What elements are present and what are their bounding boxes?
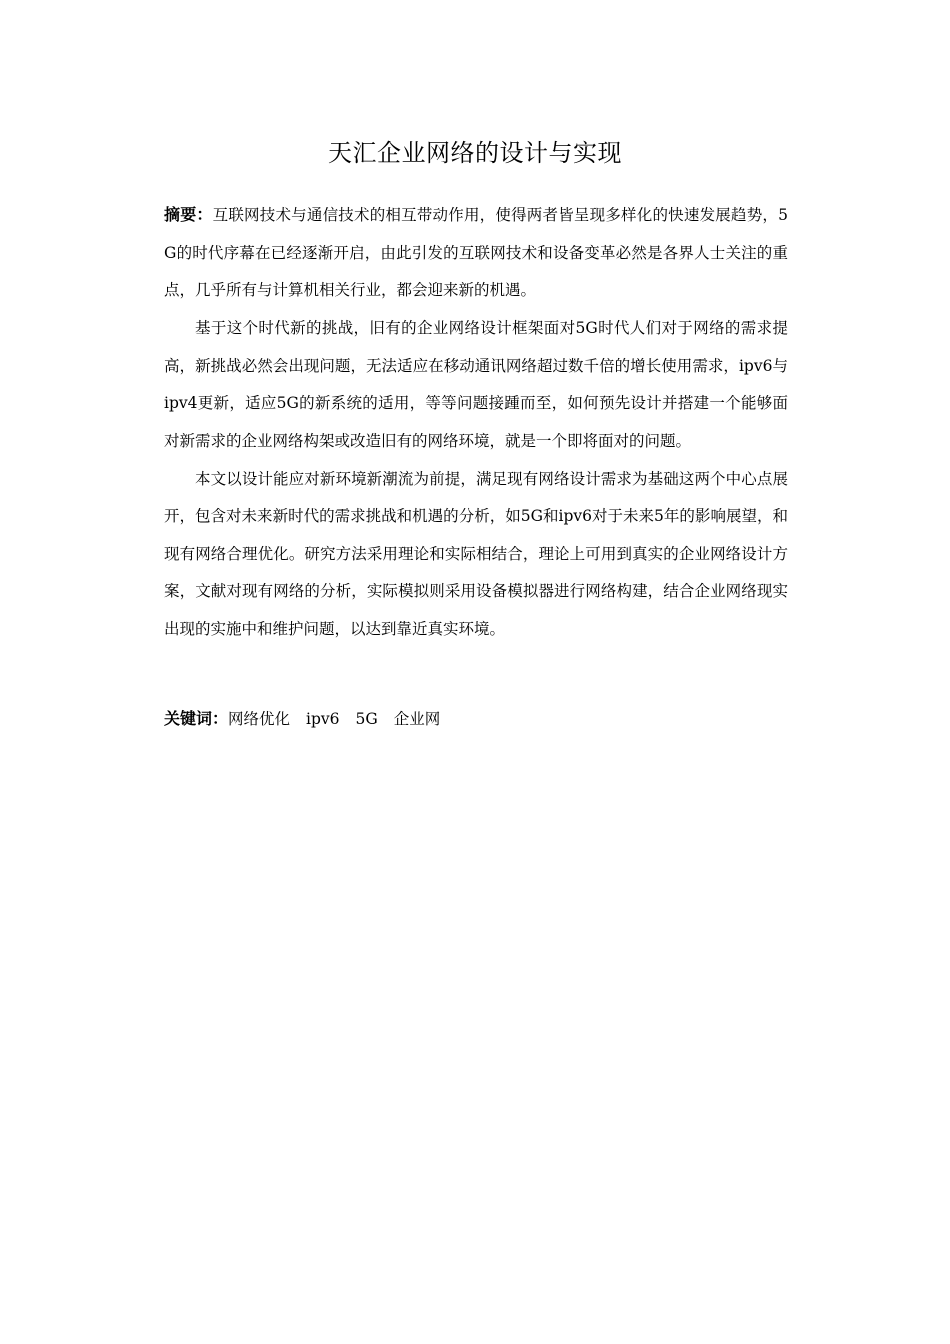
body-paragraph: 基于这个时代新的挑战，旧有的企业网络设计框架面对5G时代人们对于网络的需求提高，新挑战必然会出现问题，无法适应在移动通讯网络超过数千倍的增长使用需求，ipv6与ipv4更新，适应5G的新系统的适用，等等问题接踵而至，如何预先设计并搭建一个能够面对新需求的企业网络构架或改造旧有的网络环境，就是一个即将面对的问题。 [164, 319, 788, 450]
abstract-text: 互联网技术与通信技术的相互带动作用，使得两者皆呈现多样化的快速发展趋势，5G的时代序幕在已经逐渐开启，由此引发的互联网技术和设备变革必然是各界人士关注的重点，几乎所有与计算机相关行业，都会迎来新的机遇。 [164, 206, 788, 299]
document-title: 天汇企业网络的设计与实现 [328, 139, 622, 167]
body-paragraph: 本文以设计能应对新环境新潮流为前提，满足现有网络设计需求为基础这两个中心点展开，包含对未来新时代的需求挑战和机遇的分析，如5G和ipv6对于未来5年的影响展望，和现有网络合理优化。研究方法采用理论和实际相结合，理论上可用到真实的企业网络设计方案，文献对现有网络的分析，实际模拟则采用设备模拟器进行网络构建，结合企业网络现实出现的实施中和维护问题，以达到靠近真实环境。 [164, 469, 788, 638]
keyword: 5G [355, 710, 378, 728]
abstract-paragraph [164, 196, 788, 310]
keyword: 网络优化 [228, 710, 291, 728]
keyword: 企业网 [393, 710, 441, 728]
abstract-label: 摘要： [164, 205, 213, 224]
keywords-line [164, 700, 788, 739]
keywords-label: 关键词： [164, 709, 229, 728]
keyword: ipv6 [306, 710, 340, 728]
abstract-section [164, 196, 788, 648]
